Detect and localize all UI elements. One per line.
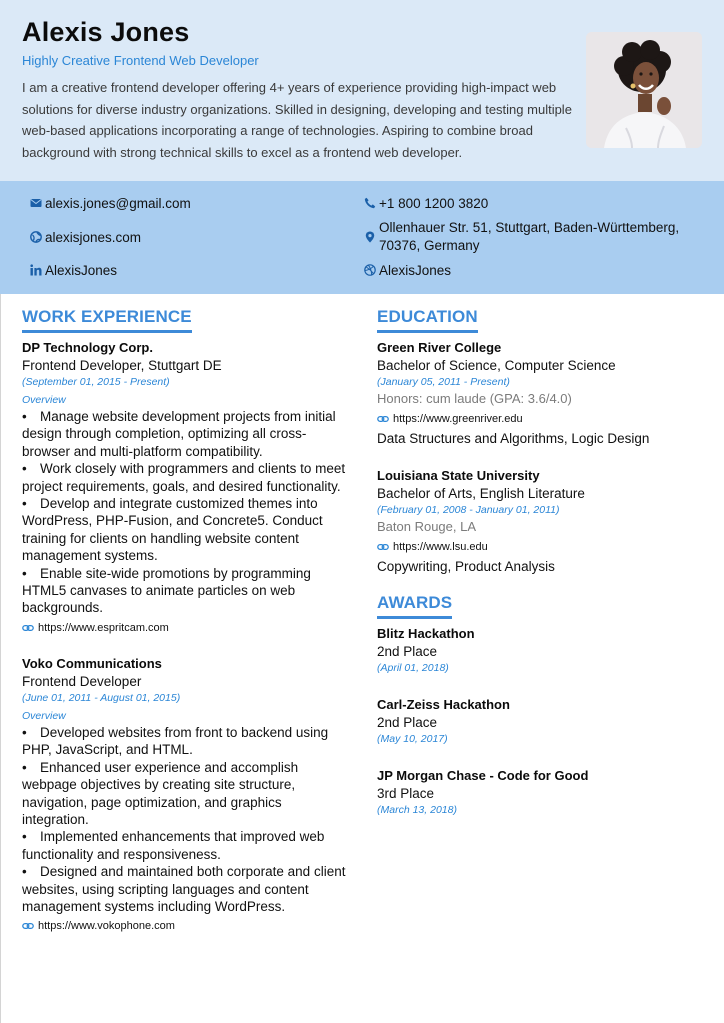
edu-degree: Bachelor of Science, Computer Science <box>377 358 616 373</box>
headline: Highly Creative Frontend Web Developer <box>22 53 259 68</box>
edu-link[interactable] <box>377 411 707 427</box>
contact-website[interactable] <box>30 229 141 247</box>
award-date: (April 01, 2018) <box>377 662 449 674</box>
edu-link-text: https://www.lsu.edu <box>393 541 488 553</box>
profile-photo <box>586 32 702 148</box>
award-place: 2nd Place <box>377 715 438 730</box>
award-name: JP Morgan Chase - Code for Good <box>377 768 589 783</box>
bullet-item: • Implemented enhancements that improved web functionality and responsiveness. <box>22 829 325 862</box>
job-overview-label: Overview <box>22 394 66 406</box>
award-place: 2nd Place <box>377 644 438 659</box>
map-pin-icon <box>364 231 376 243</box>
edu-link-text: https://www.greenriver.edu <box>393 413 523 425</box>
job-bullets <box>22 408 352 617</box>
bullet-item: • Manage website development projects from initial design through completion, optimizing all cross-browser and multi-platform compatibility. <box>22 409 336 459</box>
job-link-text: https://www.vokophone.com <box>38 920 175 933</box>
edu-link[interactable] <box>377 539 707 555</box>
job-role: Frontend Developer, Stuttgart DE <box>22 358 222 373</box>
job-overview-label: Overview <box>22 710 66 722</box>
award-entry <box>377 696 707 747</box>
page-edge-line <box>0 294 1 1023</box>
link-icon <box>377 414 389 424</box>
email-text: alexis.jones@gmail.com <box>45 196 191 211</box>
bullet-item: • Designed and maintained both corporate and client websites, using scripting languages and content management systems including WordPress. <box>22 864 346 915</box>
job-role: Frontend Developer <box>22 674 142 689</box>
award-date: (March 13, 2018) <box>377 804 457 816</box>
bullet-item: • Enhanced user experience and accomplish webpage objectives by creating site structure, navigation, page optimization, and graphics integration. <box>22 759 299 828</box>
header <box>0 0 724 181</box>
award-name: Blitz Hackathon <box>377 626 475 641</box>
linkedin-text: AlexisJones <box>45 263 118 278</box>
link-icon <box>377 542 389 552</box>
edu-location: Baton Rouge, LA <box>377 519 477 534</box>
contact-linkedin[interactable] <box>30 262 117 280</box>
contact-email[interactable] <box>30 195 191 213</box>
job-company: Voko Communications <box>22 656 162 671</box>
candidate-name: Alexis Jones <box>22 17 190 47</box>
edu-degree: Bachelor of Arts, English Literature <box>377 486 585 501</box>
contact-dribbble[interactable] <box>364 262 451 280</box>
education-entry <box>377 467 707 576</box>
bullet-item: • Work closely with programmers and clients to meet project requirements, goals, and desired functionality. <box>22 461 346 494</box>
job-company: DP Technology Corp. <box>22 340 153 355</box>
job-link[interactable] <box>22 918 352 934</box>
award-entry <box>377 767 707 818</box>
globe-icon <box>30 231 42 243</box>
website-text: alexisjones.com <box>45 230 142 245</box>
job-link-text: https://www.espritcam.com <box>38 621 169 634</box>
link-icon <box>22 623 34 633</box>
dribbble-text: AlexisJones <box>379 263 452 278</box>
award-entry <box>377 625 707 676</box>
award-name: Carl-Zeiss Hackathon <box>377 697 510 712</box>
work-experience-heading: WORK EXPERIENCE <box>22 307 192 333</box>
bullet-item: • Enable site-wide promotions by programming HTML5 canvases to animate particles on web backgrounds. <box>22 565 311 616</box>
edu-courses: Data Structures and Algorithms, Logic Design <box>377 431 650 446</box>
profile-photo-image <box>586 32 702 148</box>
bullet-item: • Develop and integrate customized themes into WordPress, PHP-Fusion, and Concrete5. Conduct training for clients on handling website content management systems. <box>22 496 323 564</box>
job-entry <box>22 655 352 934</box>
job-dates: (September 01, 2015 - Present) <box>22 376 170 388</box>
contact-address <box>364 219 694 255</box>
edu-school: Louisiana State University <box>377 468 540 483</box>
edu-dates: (January 05, 2011 - Present) <box>377 376 510 388</box>
phone-text: +1 800 1200 3820 <box>379 196 489 211</box>
education-entry <box>377 339 707 448</box>
contact-band <box>0 181 724 294</box>
edu-courses: Copywriting, Product Analysis <box>377 559 555 574</box>
summary: I am a creative frontend developer offering 4+ years of experience providing high-impact web solutions for diverse industry organizations. Skilled in designing, developing and testing multiple web-based applications incorporating a range of technologies. Aspiring to combine broad background with strong technical skills to excel as a frontend web developer. <box>22 80 572 160</box>
edu-school: Green River College <box>377 340 502 355</box>
job-entry <box>22 339 352 636</box>
edu-dates: (February 01, 2008 - January 01, 2011) <box>377 504 560 516</box>
link-icon <box>22 921 34 931</box>
bullet-item: • Developed websites from front to backend using PHP, JavaScript, and HTML. <box>22 725 329 758</box>
contact-phone[interactable] <box>364 195 488 213</box>
address-text: Ollenhauer Str. 51, Stuttgart, Baden-Württemberg, 70376, Germany <box>379 220 680 253</box>
linkedin-icon <box>30 264 42 276</box>
envelope-icon <box>30 197 42 209</box>
job-link[interactable] <box>22 620 352 636</box>
edu-honors: Honors: cum laude (GPA: 3.6/4.0) <box>377 391 572 406</box>
dribbble-icon <box>364 264 376 276</box>
award-place: 3rd Place <box>377 786 435 801</box>
education-heading: EDUCATION <box>377 307 478 333</box>
award-date: (May 10, 2017) <box>377 733 448 745</box>
job-dates: (June 01, 2011 - August 01, 2015) <box>22 692 181 704</box>
awards-heading: AWARDS <box>377 593 452 619</box>
phone-icon <box>364 197 376 209</box>
job-bullets <box>22 724 352 915</box>
